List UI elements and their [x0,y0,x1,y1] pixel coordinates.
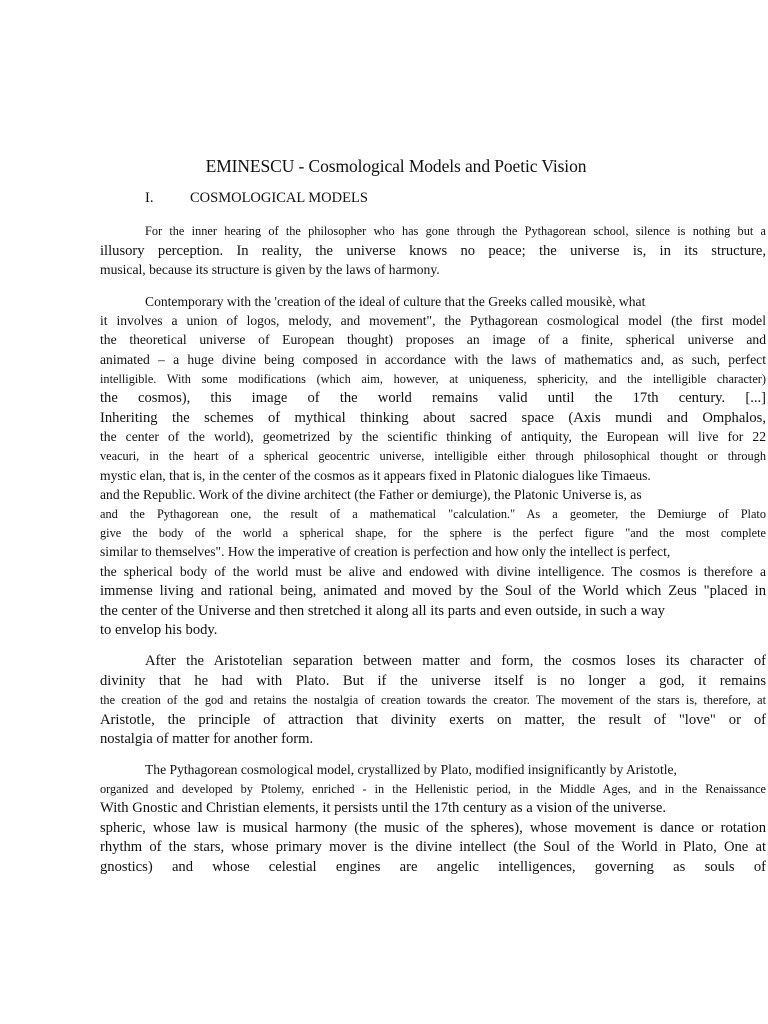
paragraph-line: the theoretical universe of European thought) proposes an image of a finite, spherical universe and [100,332,766,347]
paragraph-line: rhythm of the stars, whose primary mover is the divine intellect (the Soul of the World in Plato, One at [100,839,766,855]
paragraph-line: musical, because its structure is given by the laws of harmony. [100,262,440,277]
paragraph-line: For the inner hearing of the philosopher who has gone through the Pythagorean school, silence is nothing but a [145,224,766,238]
paragraph-line: the center of the world), geometrized by the scientific thinking of antiquity, the European will live for 22 [100,429,766,444]
paragraph-line: Aristotle, the principle of attraction that divinity exerts on matter, the result of "love" or of [100,712,766,728]
paragraph-line: it involves a union of logos, melody, and movement", the Pythagorean cosmological model (the first model [100,313,766,328]
paragraph-line: animated – a huge divine being composed in accordance with the laws of mathematics and, as such, perfect [100,352,766,367]
paragraph-line: similar to themselves". How the imperative of creation is perfection and how only the intellect is perfect, [100,544,671,559]
paragraph-line: the center of the Universe and then stretched it along all its parts and even outside, in such a way [100,603,665,619]
document-title: EMINESCU - Cosmological Models and Poetic Vision [205,156,587,176]
paragraph-line: illusory perception. In reality, the universe knows no peace; the universe is, in its structure, [100,243,766,259]
section-title: COSMOLOGICAL MODELS [190,190,368,206]
paragraph-line: intelligible. With some modifications (which aim, however, at uniqueness, sphericity, and the intelligible character) [100,372,766,386]
paragraph-line: organized and developed by Ptolemy, enriched - in the Hellenistic period, in the Middle Ages, and in the Renaissance [100,782,766,796]
paragraph-line: and the Pythagorean one, the result of a mathematical "calculation." As a geometer, the Demiurge of Plato [100,507,766,521]
paragraph-line: spheric, whose law is musical harmony (the music of the spheres), whose movement is dance or rotation [100,820,766,836]
paragraph-line: immense living and rational being, animated and moved by the Soul of the World which Zeus "placed in [100,583,766,599]
paragraph-line: divinity that he had with Plato. But if the universe itself is no longer a god, it remains [100,673,766,689]
paragraph-line: give the body of the world a spherical shape, for the sphere is the perfect figure "and the most complete [100,526,766,540]
paragraph-line: With Gnostic and Christian elements, it persists until the 17th century as a vision of the universe. [100,800,667,816]
paragraph-line: to envelop his body. [100,622,218,638]
paragraph-line: veacuri, in the heart of a spherical geocentric universe, intelligible either through philosophical thought or through [100,449,766,463]
paragraph-line: mystic elan, that is, in the center of the cosmos as it appears fixed in Platonic dialogues like Timaeus. [100,468,651,483]
paragraph-line: After the Aristotelian separation between matter and form, the cosmos loses its character of [145,653,766,669]
paragraph-line: and the Republic. Work of the divine architect (the Father or demiurge), the Platonic Universe is, as [100,487,642,502]
paragraph-line: nostalgia of matter for another form. [100,731,314,747]
paragraph-line: The Pythagorean cosmological model, crystallized by Plato, modified insignificantly by Aristotle, [145,762,677,777]
paragraph-line: the cosmos), this image of the world remains valid until the 17th century. [...] [100,390,766,406]
paragraph-line: the creation of the god and retains the nostalgia of creation towards the creator. The movement of the stars is, therefore, at [100,693,766,707]
section-number: I. [145,190,154,206]
paragraph-line: the spherical body of the world must be alive and endowed with divine intelligence. The cosmos is therefore a [100,564,766,579]
paragraph-line: gnostics) and whose celestial engines are angelic intelligences, governing as souls of [100,859,766,875]
paragraph-line: Inheriting the schemes of mythical thinking about sacred space (Axis mundi and Omphalos, [100,410,766,426]
paragraph-line: Contemporary with the 'creation of the ideal of culture that the Greeks called mousikè, what [145,294,646,309]
